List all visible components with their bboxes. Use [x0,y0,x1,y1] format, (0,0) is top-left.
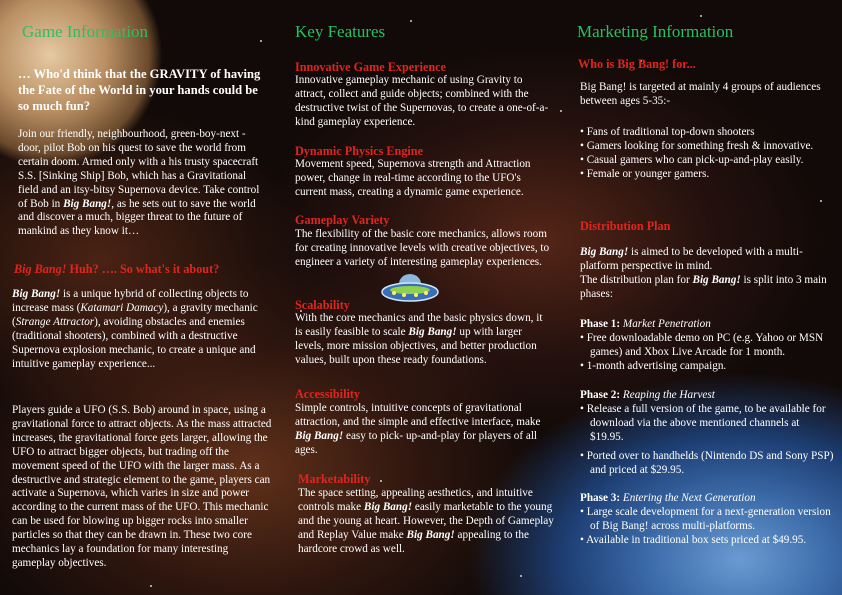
who-heading: Who is Big Bang! for... [578,57,696,71]
list-item: • Ported over to handhelds (Nintendo DS and Sony PSP) and priced at $29.95. [580,449,834,476]
feature-title: Marketability [298,472,371,486]
section-title: Game Information [22,22,149,41]
feature-title: Innovative Game Experience [295,60,446,74]
list-item: • Large scale development for a next-generation version of Big Bang! across multi-platforms. [580,505,831,532]
list-item: • Gamers looking for something fresh & innovative. [580,139,814,152]
about-paragraph-1: Big Bang! is a unique hybrid of collecting objects to increase mass (Katamari Damacy), a gravity mechanic (Strange Attractor), avoiding obstacles and enemies (traditional shooters), combined with a destructive Supernova explosion mechanic, to create a unique and intuitive gameplay experience... [12,288,258,370]
list-item: • Casual gamers who can pick-up-and-play easily. [580,153,804,166]
section-title: Marketing Information [577,22,734,41]
phase-2: Phase 2: Reaping the Harvest • Release a full version of the game, to be available for download via the above mentioned channels at $19.95. • Ported over to handhelds (Nintendo DS and Sony PSP) and priced at $29.95. [580,389,834,476]
feature-title: Dynamic Physics Engine [295,144,423,158]
audience-list [580,126,835,182]
distribution-heading: Distribution Plan [580,219,671,233]
feature-body: Innovative gameplay mechanic of using Gravity to attract, collect and guide objects; combined with the destructive twist of the Supernovas, to create a one-of-a-kind gameplay experience. [295,74,549,128]
intro-paragraph: Join our friendly, neighbourhood, green-boy-next -door, pilot Bob on his quest to save the world from certain doom. Armed only with a his trusty spacecraft S.S. [Sinking Ship] Bob, which has a Gravitational field and an itsy-bitsy Supernova device. Take control of Bob in Big Bang!, as he sets out to save the world and discover a much, bigger threat to the future of mankind as they know it… [18,128,260,238]
feature-title: Scalability [295,298,350,312]
list-item: • Female or younger gamers. [580,167,710,180]
section-title: Key Features [295,22,386,41]
about-heading: Big Bang! Huh? …. So what's it about? [14,262,220,276]
hook-text: … Who'd think that the GRAVITY of having the Fate of the World in your hands could be so much fun? [18,67,261,113]
phase-1: Phase 1: Market Penetration • Free downloadable demo on PC (e.g. Yahoo or MSN games) and Xbox Live Arcade for 1 month. • 1-month advertising campaign. [580,318,835,374]
distribution-body: Big Bang! is aimed to be developed with a multi-platform perspective in mind. The distribution plan for Big Bang! is split into 3 main phases: [580,246,827,300]
feature-body: Simple controls, intuitive concepts of gravitational attraction, and the simple and effective interface, make Big Bang! easy to pick- up-and-play for players of all ages. [295,402,541,456]
feature-body: The flexibility of the basic core mechanics, allows room for creating innovative levels with creative objectives, to engineer a variety of interesting gameplay experiences. [295,228,550,268]
ufo-icon [380,270,440,308]
list-item: • Release a full version of the game, to be available for download via the above mentioned channels at $19.95. [580,402,826,443]
list-item: • 1-month advertising campaign. [580,359,727,372]
feature-body: With the core mechanics and the basic physics down, it is easily feasible to scale Big Bang! up with larger levels, more mission objectives, and better production values, built upon these ready foundations. [295,312,543,366]
list-item: • Fans of traditional top-down shooters [580,126,755,138]
feature-title: Gameplay Variety [295,213,390,227]
list-item: • Free downloadable demo on PC (e.g. Yahoo or MSN games) and Xbox Live Arcade for 1 month. [580,331,824,358]
phase-3: Phase 3: Entering the Next Generation • Large scale development for a next-generation version of Big Bang! across multi-platforms. • Available in traditional box sets priced at $49.95. [580,492,835,548]
feature-title: Accessibility [295,387,360,401]
who-body: Big Bang! is targeted at mainly 4 groups of audiences between ages 5-35:- [580,81,821,107]
about-paragraph-2: Players guide a UFO (S.S. Bob) around in space, using a gravitational force to attract objects. As the mass attracted increases, the gravitational force gets larger, allowing the UFO to attract bigger objects, but trading off the movement speed of the UFO with the larger mass. As a destructive and strategic element to the game, players can activate a Supernova, which varies in size and power according to the current mass of the UFO. This mechanic can be used for blowing up bigger rocks into smaller particles so that they can be drawn in. These two core mechanics lay a foundation for many interesting gameplay objectives. [12,404,272,569]
list-item: • Available in traditional box sets priced at $49.95. [580,533,807,546]
feature-body: The space setting, appealing aesthetics, and intuitive controls make Big Bang! easily marketable to the young and the young at heart. However, the Depth of Gameplay and Replay Value make Big Bang! appealing to the hardcore crowd as well. [298,487,554,555]
feature-body: Movement speed, Supernova strength and Attraction power, change in real-time according to the UFO's current mass, creating a dynamic game experience. [295,158,531,198]
